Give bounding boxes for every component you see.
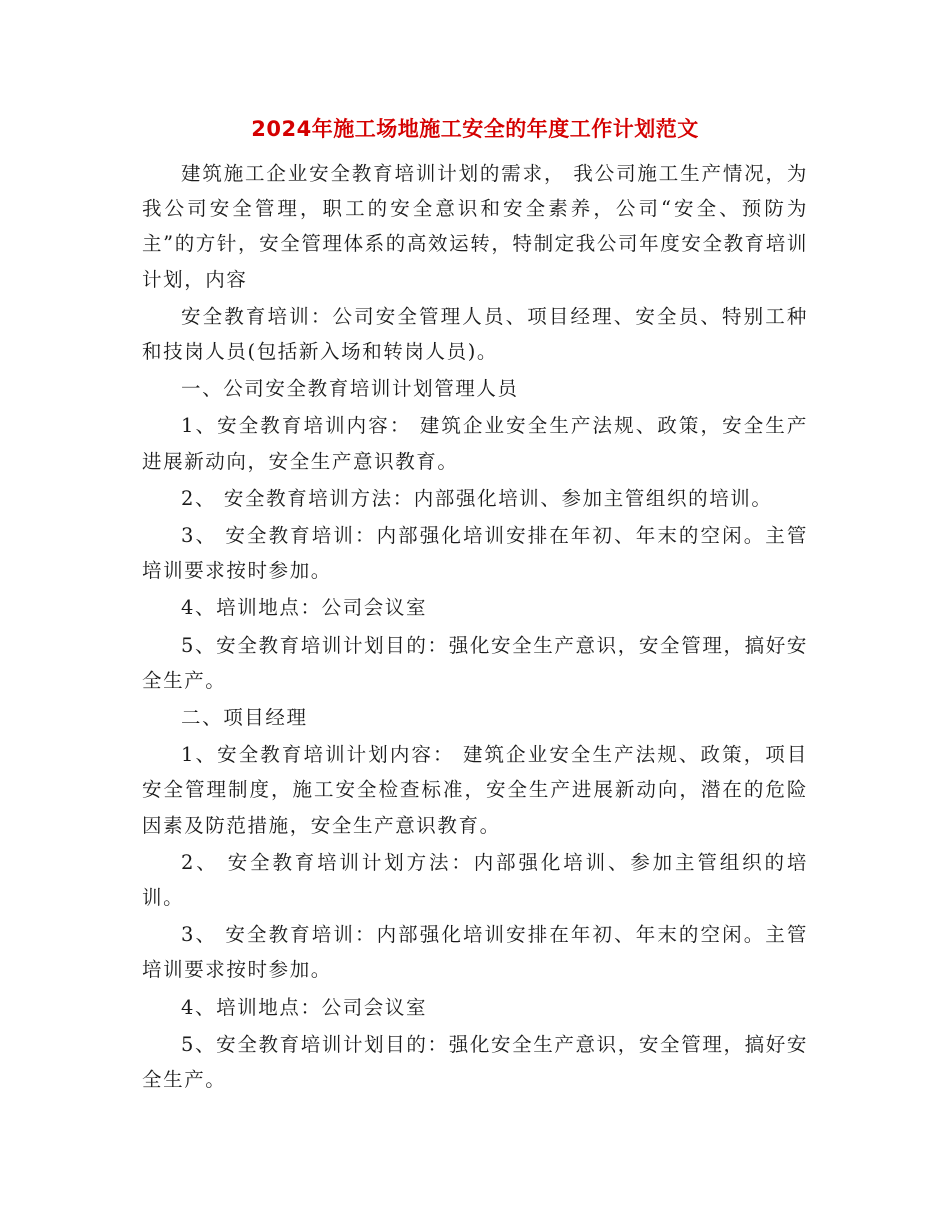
document-body [142,156,808,1097]
pm-item-content: 1、安全教育培训计划内容： 建筑企业安全生产法规、政策，项目安全管理制度，施工安全检查标准，安全生产进展新动向，潜在的危险因素及防范措施，安全生产意识教育。 [142,743,808,837]
pm-item-method: 2、 安全教育培训计划方法：内部强化培训、参加主管组织的培训。 [142,850,808,910]
section-heading-management: 一、公司安全教育培训计划管理人员 [181,377,519,401]
intro-paragraph: 建筑施工企业安全教育培训计划的需求， 我公司施工生产情况，为我公司安全管理，职工的安全意识和安全素养，公司“安全、预防为主”的方针，安全管理体系的高效运转，特制定我公司年度安全教育培训计划，内容 [142,162,808,291]
management-item-content: 1、安全教育培训内容： 建筑企业安全生产法规、政策，安全生产进展新动向，安全生产意识教育。 [142,414,808,473]
section-heading-project-manager: 二、项目经理 [181,706,308,730]
pm-item-location: 4、培训地点：公司会议室 [181,995,428,1019]
pm-item-schedule: 3、 安全教育培训：内部强化培训安排在年初、年末的空闲。主管培训要求按时参加。 [142,923,808,982]
management-item-method: 2、 安全教育培训方法：内部强化培训、参加主管组织的培训。 [181,486,773,510]
pm-item-purpose: 5、安全教育培训计划目的：强化安全生产意识，安全管理，搞好安全生产。 [142,1032,808,1092]
management-item-purpose: 5、安全教育培训计划目的：强化安全生产意识，安全管理，搞好安全生产。 [142,633,808,692]
management-item-location: 4、培训地点：公司会议室 [181,596,428,620]
document-title: 2024年施工场地施工安全的年度工作计划范文 [251,117,699,141]
management-item-schedule: 3、 安全教育培训：内部强化培训安排在年初、年末的空闲。主管培训要求按时参加。 [142,524,808,583]
training-scope-paragraph: 安全教育培训：公司安全管理人员、项目经理、安全员、特别工种和技岗人员(包括新入场和转岗人员)。 [142,304,808,364]
